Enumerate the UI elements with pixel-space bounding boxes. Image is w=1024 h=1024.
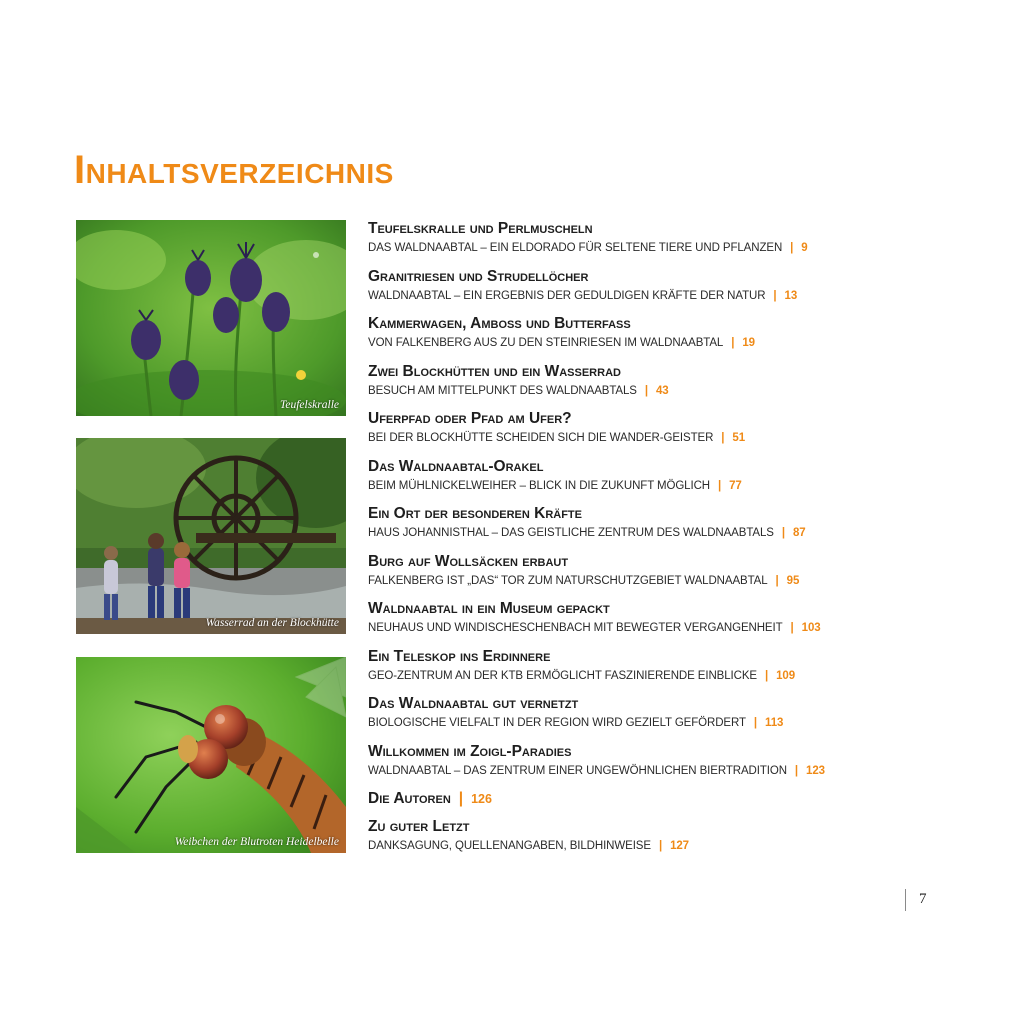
toc-page-number: 77 [729,479,742,492]
toc-page-number: 43 [655,384,669,397]
page-number: 7 [919,891,927,907]
toc-entry-title: Kammerwagen, Amboss und Butterfass [368,315,631,332]
toc-page-number: 109 [776,669,795,682]
toc-entry[interactable] [368,267,968,315]
toc-entry[interactable] [368,457,968,505]
toc-page-number: 87 [792,527,806,539]
toc-entry-subtitle: GEO-ZENTRUM AN DER KTB ERMÖGLICHT FASZINIERENDE EINBLICKE | 109 [368,669,795,682]
toc-entry[interactable] [368,742,968,790]
toc-page-number: 51 [732,432,745,444]
toc-entry[interactable] [368,817,968,865]
toc-entry[interactable] [368,694,968,742]
toc-entry[interactable] [368,599,968,647]
toc-entry[interactable] [368,789,968,817]
toc-entry[interactable] [368,504,968,552]
toc-entry[interactable] [368,647,968,695]
toc-entry-subtitle: BEIM MÜHLNICKELWEIHER – BLICK IN DIE ZUKUNFT MÖGLICH | 77 [368,479,742,492]
table-of-contents [368,219,968,865]
toc-entry[interactable] [368,219,968,267]
toc-entry-title: Willkommen im Zoigl-Paradies [368,742,572,760]
toc-entry-title: Zwei Blockhütten und ein Wasserrad [368,362,621,380]
toc-entry-title: Das Waldnaabtal-Orakel [368,457,544,475]
toc-page-number: 9 [801,242,808,254]
toc-entry-subtitle: NEUHAUS UND WINDISCHESCHENBACH MIT BEWEGTER VERGANGENHEIT | 103 [368,622,821,634]
toc-entry-title: Burg auf Wollsäcken erbaut [368,552,569,570]
photo-caption: Teufelskralle [280,399,339,411]
toc-entry-subtitle: DANKSAGUNG, QUELLENANGABEN, BILDHINWEISE | 127 [368,840,689,852]
devils-claw-flower-illustration [76,220,346,416]
toc-entry-title: Ein Ort der besonderen Kräfte [368,505,582,522]
toc-page-number: 123 [806,764,825,777]
page-number-divider [905,889,906,911]
photo-caption: Weibchen der Blutroten Heidelbelle [174,836,339,848]
page-title: Inhaltsverzeichnis [74,148,394,192]
devils-claw-flower-photo [76,220,346,416]
toc-entry-subtitle: DAS WALDNAABTAL – EIN ELDORADO FÜR SELTENE TIERE UND PFLANZEN | 9 [368,242,808,254]
photo-caption: Wasserrad an der Blockhütte [205,617,339,629]
toc-entry[interactable] [368,362,968,410]
toc-entry[interactable] [368,552,968,600]
toc-page-number: 19 [742,337,755,349]
toc-entry-title: Waldnaabtal in ein Museum gepackt [368,600,610,617]
toc-entry-subtitle: BIOLOGISCHE VIELFALT IN DER REGION WIRD GEZIELT GEFÖRDERT | 113 [368,717,784,729]
toc-entry-title: Teufelskralle und Perlmuscheln [368,220,593,237]
toc-entry-subtitle: FALKENBERG IST „DAS“ TOR ZUM NATURSCHUTZGEBIET WALDNAABTAL | 95 [368,574,800,587]
toc-entry-subtitle: WALDNAABTAL – EIN ERGEBNIS DER GEDULDIGEN KRÄFTE DER NATUR | 13 [368,289,798,302]
toc-entry[interactable] [368,314,968,362]
toc-entry-subtitle: VON FALKENBERG AUS ZU DEN STEINRIESEN IM WALDNAABTAL | 19 [368,337,755,349]
toc-entry-title: Zu guter Letzt [368,818,470,835]
toc-entry-title: Ein Teleskop ins Erdinnere [368,647,551,665]
toc-entry-subtitle: BESUCH AM MITTELPUNKT DES WALDNAABTALS | 43 [368,384,669,397]
toc-entry-title: Granitriesen und Strudellöcher [368,267,589,285]
toc-page-number: 126 [471,792,492,806]
water-wheel-illustration [76,438,346,634]
dragonfly-illustration [76,657,346,853]
toc-page-number: 127 [670,840,689,852]
toc-entry-subtitle: WALDNAABTAL – DAS ZENTRUM EINER UNGEWÖHNLICHEN BIERTRADITION | 123 [368,764,825,777]
toc-entry-subtitle: BEI DER BLOCKHÜTTE SCHEIDEN SICH DIE WANDER-GEISTER | 51 [368,432,745,444]
toc-page-number: 13 [784,289,798,302]
toc-entry[interactable] [368,409,968,457]
toc-entry-title: Das Waldnaabtal gut vernetzt [368,695,579,712]
toc-entry-title: Uferpfad oder Pfad am Ufer? [368,410,572,427]
toc-entry-title: Die Autoren | 126 [368,790,492,807]
toc-page-number: 95 [786,574,800,587]
toc-entry-subtitle: HAUS JOHANNISTHAL – DAS GEISTLICHE ZENTRUM DES WALDNAABTALS | 87 [368,527,806,539]
water-wheel-photo [76,438,346,634]
toc-page-number: 103 [801,622,821,634]
toc-page-number: 113 [765,717,784,729]
dragonfly-photo [76,657,346,853]
